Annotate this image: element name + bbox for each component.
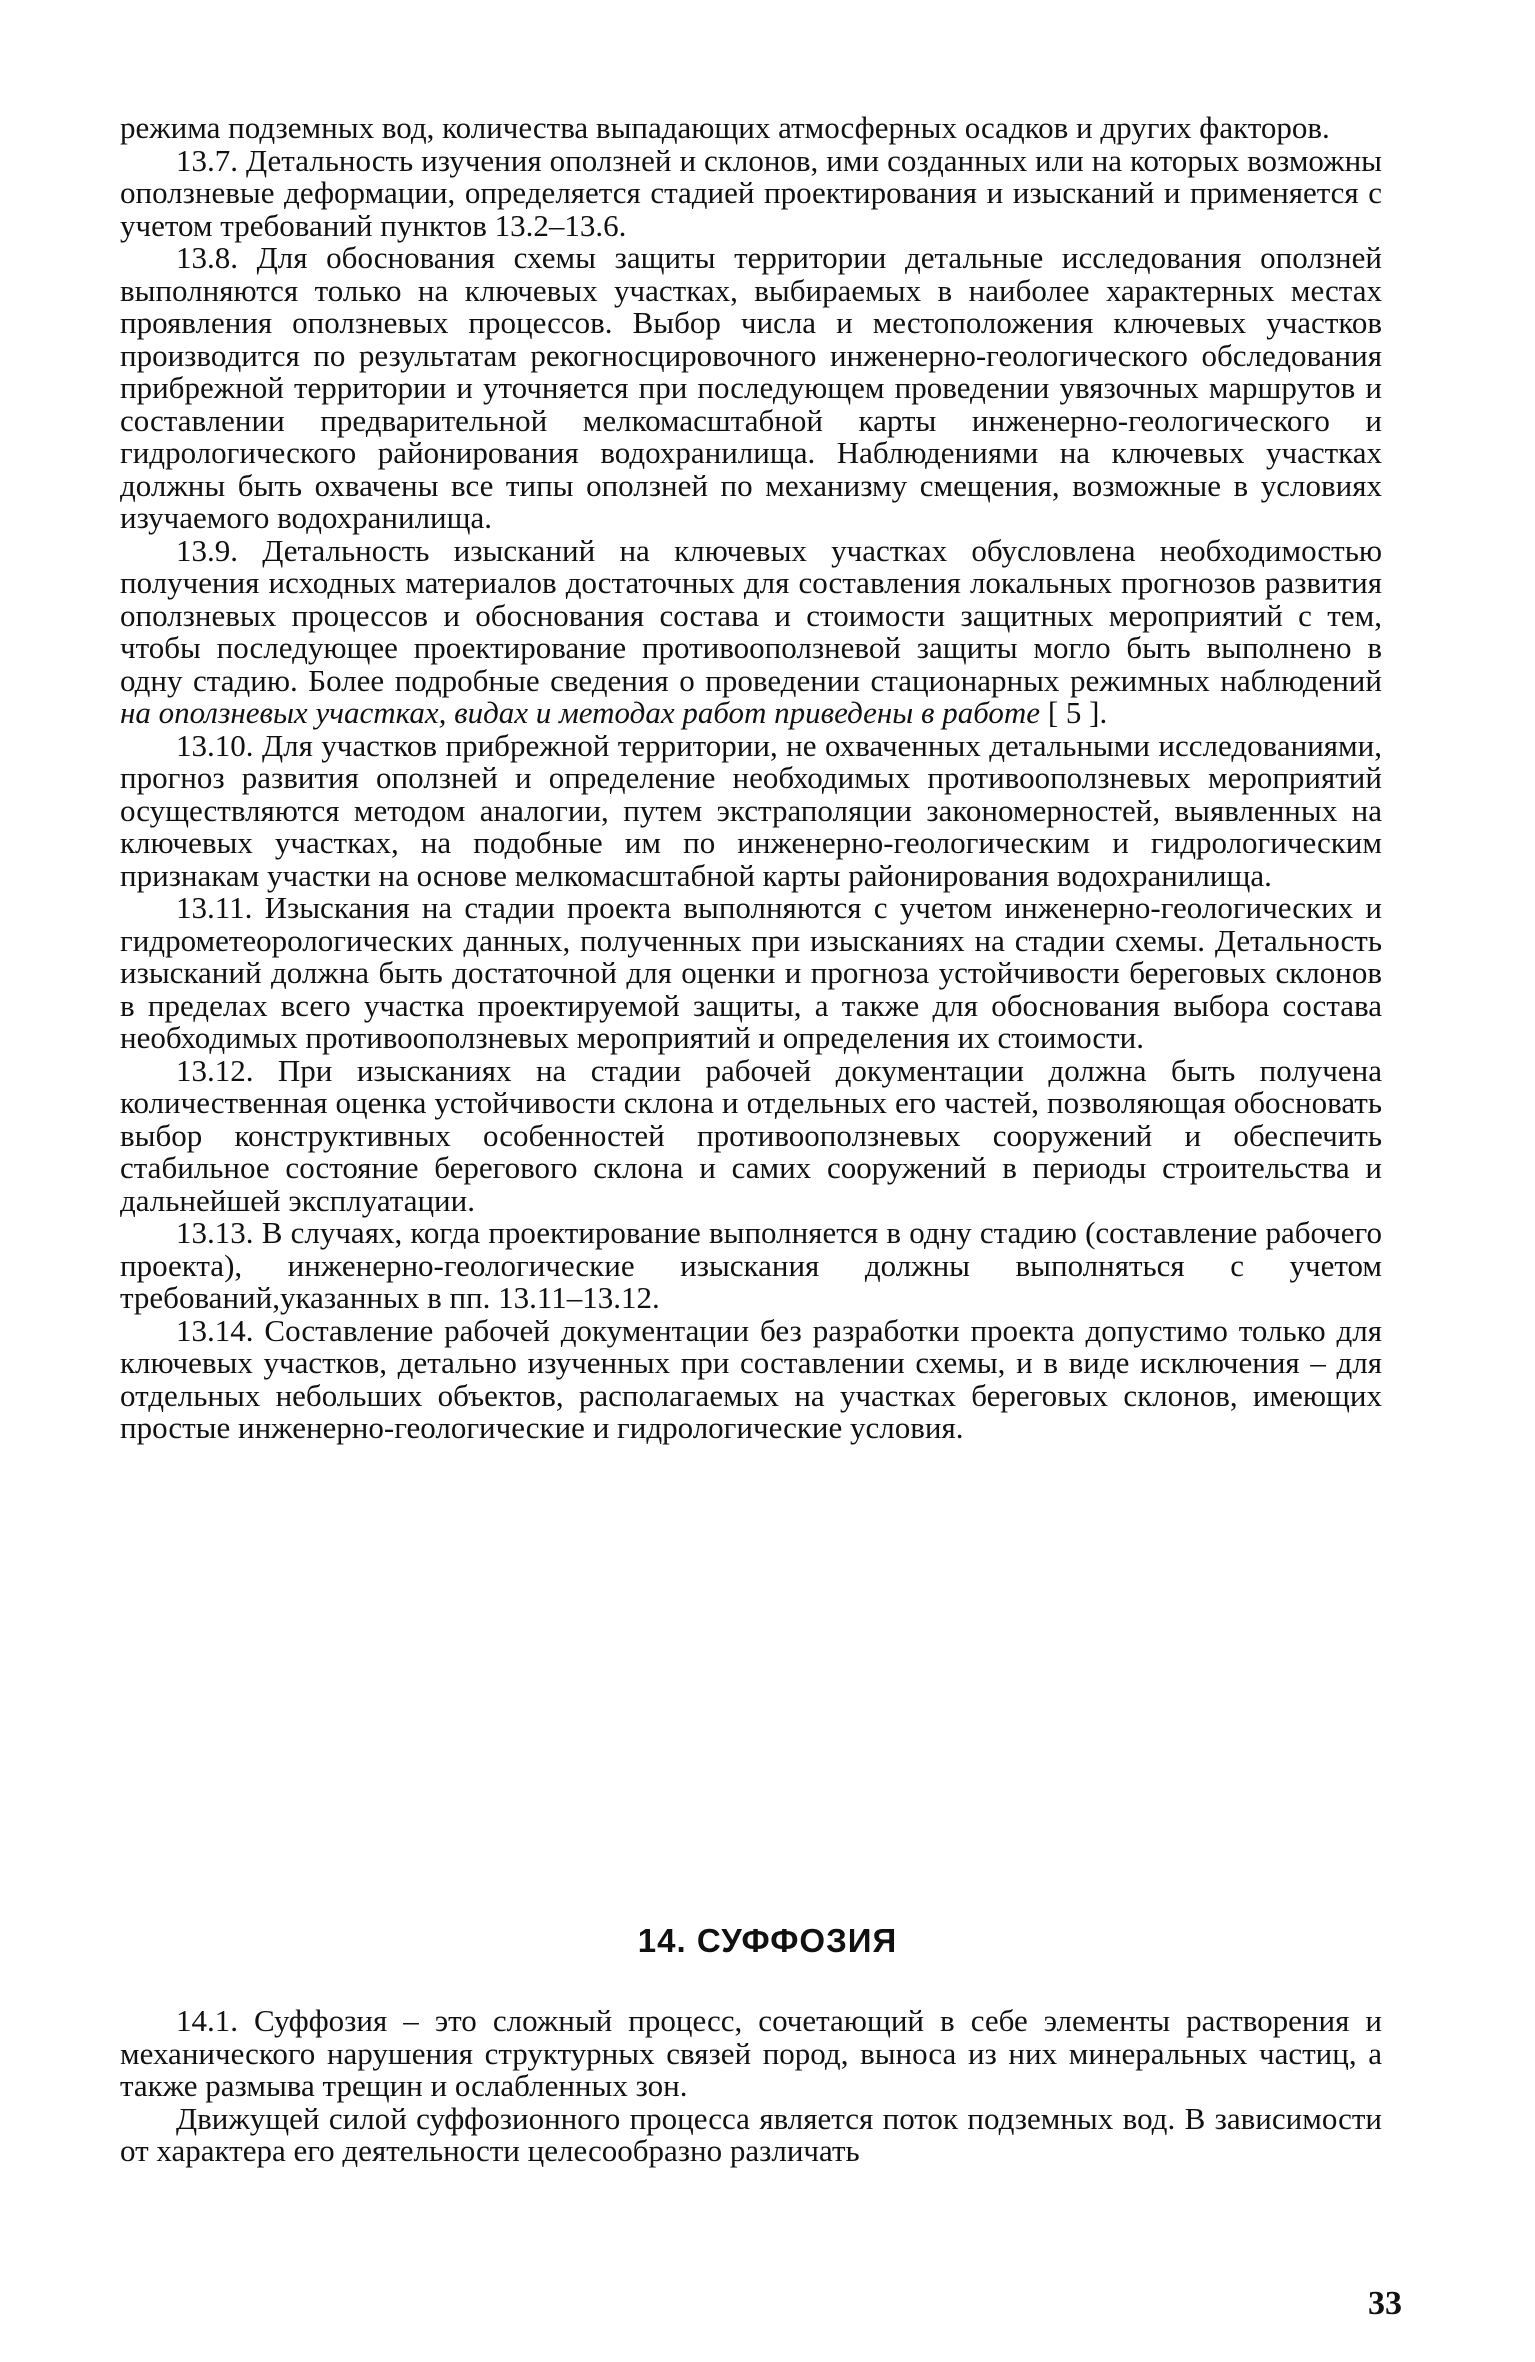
page-number: 33 xyxy=(1368,2285,1402,2322)
paragraph-13-9 xyxy=(120,532,1383,730)
paragraph xyxy=(120,2100,1382,2168)
paragraph-13-10 xyxy=(120,727,1383,893)
paragraph-text: Детальность изысканий на ключевых участках обусловлена необходимостью получения исходных материалов достаточных для составления локальных прогнозов развития оползневых процессов и обоснования состава и стоимости защитных мероприятий с тем, чтобы последующее проектирование противооползневой защиты могло быть выполнено в одну стадию. Более подробные сведения о проведении стационарных режимных наблюдений xyxy=(120,532,1383,698)
clause-number: 13.7. xyxy=(176,142,238,178)
clause-number: 13.13. xyxy=(176,1215,254,1250)
paragraph-text: Составление рабочей документации без разработки проекта допустимо только для ключевых участков, детально изученных при составлении схемы, и в виде исключения – для отдельных небольших объектов, располагаемых на участках береговых склонов, имеющих простые инженерно-геологические и гидрологические условия. xyxy=(120,1312,1382,1445)
clause-number: 13.14. xyxy=(176,1312,254,1348)
section-14-text xyxy=(120,2005,1382,2168)
paragraph-text: При изысканиях на стадии рабочей документации должна быть получена количественная оценка устойчивости склона и отдельных его частей, позволяющая обосновать выбор конструктивных особенностей противооползневых сооружений и обеспечить стабильное состояние берегового склона и самих сооружений в периоды строительства и дальнейшей эксплуатации. xyxy=(120,1052,1383,1218)
paragraph-text: режима подземных вод, количества выпадающих атмосферных осадков и других факторов. xyxy=(120,110,1330,145)
paragraph-13-14 xyxy=(120,1312,1382,1445)
reference-citation: [ 5 ]. xyxy=(1040,695,1108,730)
paragraph xyxy=(120,112,1382,145)
paragraph-13-12 xyxy=(120,1052,1383,1218)
paragraph-13-7 xyxy=(120,142,1383,243)
clause-number: 13.11. xyxy=(176,890,253,925)
paragraph-text: Для обоснования схемы защиты территории детальные исследования оползней выполняются только на ключевых участках, выбираемых в наиболее характерных местах проявления оползневых процессов. Выбор числа и местоположения ключевых участков производится по результатам рекогносцировочного инженерно-геологического обследования прибрежной территории и уточняется при последующем проведении увязочных маршрутов и составлении предварительной мелкомасштабной карты инженерно-геологического и гидрологического районирования водохранилища. Наблюдениями на ключевых участках должны быть охвачены все типы оползней по механизму смещения, возможные в условиях изучаемого водохранилища. xyxy=(120,240,1382,535)
paragraph-14-1 xyxy=(120,2005,1382,2103)
paragraph-text: Суффозия – это сложный процесс, сочетающий в себе элементы растворения и механического нарушения структурных связей пород, выноса из них минеральных частиц, а также размыва трещин и ослабленных зон. xyxy=(120,2003,1382,2103)
paragraph-13-8 xyxy=(120,242,1382,535)
clause-number: 14.1. xyxy=(176,2003,238,2038)
paragraph-text: Детальность изучения оползней и склонов, ими созданных или на которых возможны оползневые деформации, определяется стадией проектирования и изысканий и применяется с учетом требований пунктов 13.2–13.6. xyxy=(120,142,1383,243)
paragraph-13-11 xyxy=(120,892,1382,1055)
clause-number: 13.9. xyxy=(176,532,238,568)
clause-number: 13.12. xyxy=(176,1052,254,1088)
paragraph-text: Для участков прибрежной территории, не охваченных детальными исследованиями, прогноз развития оползней и определение необходимых противооползневых мероприятий осуществляются методом аналогии, путем экстраполяции закономерностей, выявленных на ключевых участках, на подобные им по инженерно-геологическим и гидрологическим признакам участки на основе мелкомасштабной карты районирования водохранилища. xyxy=(120,727,1383,893)
section-13-text xyxy=(120,112,1382,1445)
clause-number: 13.8. xyxy=(176,240,238,275)
section-heading: 14. СУФФОЗИЯ xyxy=(637,1922,898,1959)
paragraph-italic-text: на оползневых участках, видах и методах работ приведены в работе xyxy=(120,695,1041,730)
paragraph-text: Движущей силой суффозионного процесса является поток подземных вод. В зависимости от характера его деятельности целесообразно различать xyxy=(120,2100,1382,2168)
clause-number: 13.10. xyxy=(176,727,254,763)
paragraph-13-13 xyxy=(120,1217,1382,1315)
paragraph-text: В случаях, когда проектирование выполняется в одну стадию (составление рабочего проекта), инженерно-геологические изыскания должны выполняться с учетом требований,указанных в пп. 13.11–13.12. xyxy=(120,1215,1383,1315)
paragraph-text: Изыскания на стадии проекта выполняются с учетом инженерно-геологических и гидрометеорологических данных, полученных при изысканиях на стадии схемы. Детальность изысканий должна быть достаточной для оценки и прогноза устойчивости береговых склонов в пределах всего участка проектируемой защиты, а также для обоснования выбора состава необходимых противооползневых мероприятий и определения их стоимости. xyxy=(120,890,1382,1055)
